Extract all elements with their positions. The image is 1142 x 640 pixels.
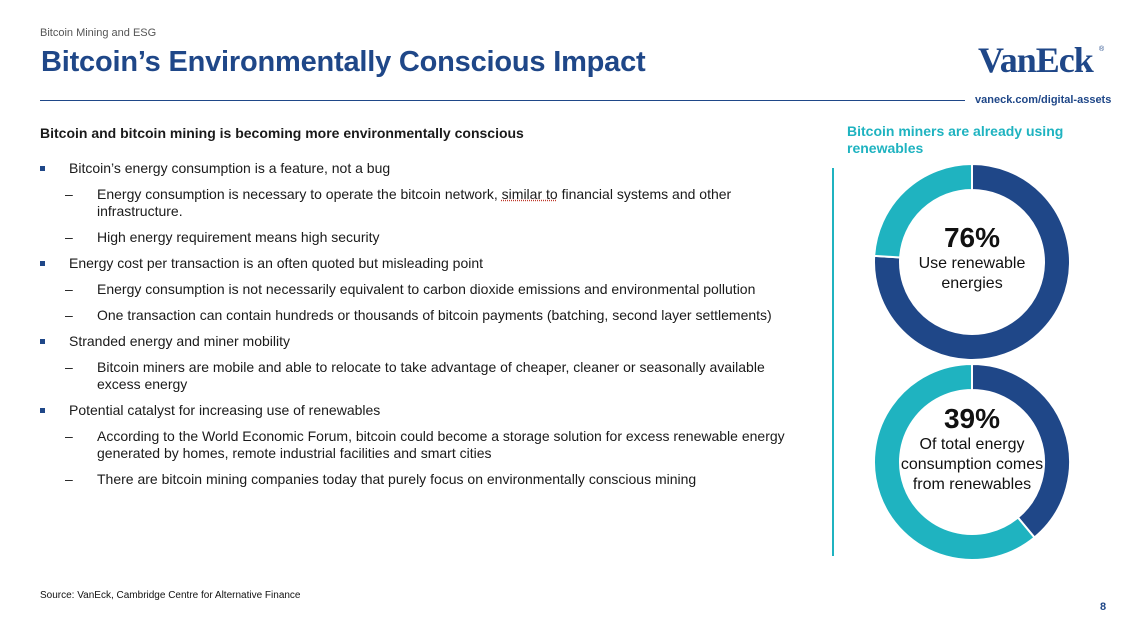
- donut-center-text: Of total energy consumption comes from renewables: [900, 436, 1044, 493]
- sub-bullet-text: Energy consumption is necessary to operate the bitcoin network,: [97, 186, 502, 202]
- sub-bullet-item: [40, 359, 800, 393]
- square-bullet-icon: [40, 339, 45, 344]
- spellcheck-underlined-text: similar to: [501, 186, 558, 202]
- donut-center-label: [892, 222, 1052, 294]
- donut-center-value: 76%: [943, 222, 1001, 253]
- sub-bullet-text: High energy requirement means high security: [97, 229, 380, 245]
- sub-bullet-item: [40, 307, 800, 324]
- square-bullet-icon: [40, 166, 45, 171]
- sub-bullet-text: There are bitcoin mining companies today that purely focus on environmentally conscious mining: [97, 471, 697, 487]
- registered-mark: ®: [1099, 46, 1105, 53]
- sub-bullet-item: [40, 471, 800, 488]
- sub-bullet-item: [40, 229, 800, 246]
- sub-bullet-text: One transaction can contain hundreds or thousands of bitcoin payments (batching, second layer settlements): [97, 307, 772, 323]
- page-title: Bitcoin’s Environmentally Conscious Impact: [41, 46, 646, 78]
- dash-bullet-icon: –: [65, 307, 73, 323]
- donut-center-value: 39%: [943, 403, 1001, 434]
- dash-bullet-icon: –: [65, 471, 73, 487]
- bullet-text: Stranded energy and miner mobility: [69, 333, 291, 349]
- page-number: 8: [1100, 601, 1107, 613]
- donut-center-label: [892, 403, 1052, 495]
- sub-bullet-text: Energy consumption is not necessarily equivalent to carbon dioxide emissions and environmental pollution: [97, 281, 756, 297]
- bullet-item: [40, 255, 800, 272]
- sub-bullet-text: financial systems and other infrastructure.: [97, 186, 732, 219]
- slide-subtitle: Bitcoin and bitcoin mining is becoming more environmentally conscious: [40, 125, 524, 141]
- sub-bullet-text: Bitcoin miners are mobile and able to relocate to take advantage of cheaper, cleaner or seasonally available excess energy: [97, 359, 765, 392]
- bullet-list: [40, 160, 800, 497]
- sub-bullet-item: [40, 281, 800, 298]
- donut-center-text: Use renewable energies: [918, 255, 1026, 292]
- sidebar-divider: [832, 168, 834, 556]
- sub-bullet-item: [40, 186, 800, 220]
- square-bullet-icon: [40, 261, 45, 266]
- sidebar-heading: Bitcoin miners are already using renewables: [847, 123, 1064, 156]
- bullet-item: [40, 160, 800, 177]
- bullet-item: [40, 402, 800, 419]
- dash-bullet-icon: –: [65, 281, 73, 297]
- bullet-text: Potential catalyst for increasing use of renewables: [69, 402, 381, 418]
- website-link[interactable]: vaneck.com/digital-assets: [975, 94, 1112, 106]
- source-note: Source: VanEck, Cambridge Centre for Alternative Finance: [40, 590, 301, 601]
- bullet-text: Bitcoin’s energy consumption is a feature, not a bug: [69, 160, 391, 176]
- sub-bullet-text: According to the World Economic Forum, bitcoin could become a storage solution for excess renewable energy generated by homes, remote industrial facilities and smart cities: [97, 428, 785, 461]
- section-label: Bitcoin Mining and ESG: [40, 27, 157, 39]
- sub-bullet-item: [40, 428, 800, 462]
- bullet-item: [40, 333, 800, 350]
- square-bullet-icon: [40, 408, 45, 413]
- bullet-text: Energy cost per transaction is an often quoted but misleading point: [69, 255, 484, 271]
- dash-bullet-icon: –: [65, 359, 73, 375]
- dash-bullet-icon: –: [65, 428, 73, 444]
- dash-bullet-icon: –: [65, 186, 73, 202]
- title-divider: [40, 100, 965, 101]
- dash-bullet-icon: –: [65, 229, 73, 245]
- vaneck-logo: VanEck: [978, 40, 1093, 80]
